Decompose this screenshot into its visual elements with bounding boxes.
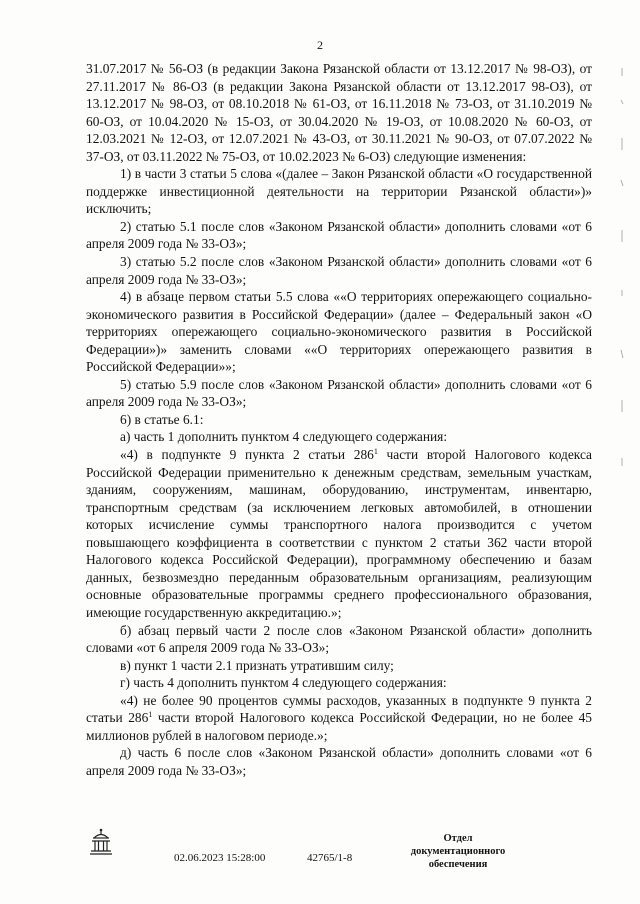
- footer-document-number: 42765/1-8: [307, 852, 353, 864]
- paragraph-item-6g: г) часть 4 дополнить пунктом 4 следующего содержания:: [120, 675, 447, 691]
- quote-text-end: части второй Налогового кодекса Российской Федерации, но не более 45 миллионов рублей в налоговом периоде.»;: [86, 710, 592, 743]
- quote-text-start: «4) не более 90 процентов суммы расходов, указанных в подпункте 9 пункта 2 статьи 286: [86, 692, 592, 726]
- building-emblem-icon: [88, 828, 114, 858]
- superscript: 1: [148, 710, 153, 720]
- paragraph-item-2: 2) статью 5.1 после слов «Законом Рязанской области» дополнить словами «от 6 апреля 2009 года № 33-ОЗ»;: [86, 218, 592, 252]
- paragraph-amendment-list: 31.07.2017 № 56-ОЗ (в редакции Закона Рязанской области от 13.12.2017 № 98-ОЗ), от 27.11.2017 № 86-ОЗ (в редакции Закона Рязанской области от 13.12.2017 98-ОЗ), от 13.12.2017 № 98-ОЗ, от 08.10.2018 № 61-ОЗ, от 16.11.2018 № 73-ОЗ, от 31.10.2019 № 60-ОЗ, от 10.04.2020 № 15-ОЗ, от 30.04.2020 № 19-ОЗ, от 10.08.2020 № 60-ОЗ, от 12.03.2021 № 12-ОЗ, от 12.07.2021 № 43-ОЗ, от 30.11.2021 № 90-ОЗ, от 07.07.2022 № 37-ОЗ, от 03.11.2022 № 75-ОЗ, от 10.02.2023 № 6-ОЗ) следующие изменения:: [86, 61, 592, 164]
- paragraph-item-6d: д) часть 6 после слов «Законом Рязанской области» дополнить словами «от 6 апреля 2009 года № 33-ОЗ»;: [86, 745, 592, 778]
- paragraph-item-5: 5) статью 5.9 после слов «Законом Рязанской области» дополнить словами «от 6 апреля 2009 года № 33-ОЗ»;: [86, 376, 592, 410]
- paragraph-item-4: 4) в абзаце первом статьи 5.5 слова ««О территориях опережающего социально-экономического развития в Российской Федерации» (далее – Федеральный закон «О территориях опережающего социально-экономического развития в Российской Федерации»)» заменить словами ««О территориях опережающего развития в Российской Федерации»»;: [86, 289, 592, 375]
- page-number: 2: [317, 38, 323, 52]
- scan-edge-marks: [618, 60, 626, 480]
- quote-text-end: части второй Налогового кодекса Российской Федерации применительно к денежным средствам, земельным участкам, зданиям, сооружениям, машинам, оборудованию, инструментам, инвентарю, транспортным средствам (за исключением легковых автомобилей, в отношении которых исчисление суммы транспортного налога производится с учетом повышающего коэффициента в соответствии с пунктом 2 статьи 362 части второй Налогового кодекса Российской Федерации), программному обеспечению и базам данных, безвозмездно переданным образовательным организациям, реализующим основные образовательные программы среднего профессионального образования, имеющие государственную аккредитацию.»;: [86, 447, 592, 620]
- paragraph-item-3: 3) статью 5.2 после слов «Законом Рязанской области» дополнить словами «от 6 апреля 2009 года № 33-ОЗ»;: [86, 254, 592, 287]
- superscript: 1: [373, 447, 378, 457]
- paragraph-item-6a: а) часть 1 дополнить пунктом 4 следующего содержания:: [120, 429, 448, 445]
- department-line-1: Отдел документационного: [410, 833, 506, 857]
- paragraph-item-6v: в) пункт 1 части 2.1 признать утратившим силу;: [120, 657, 394, 673]
- paragraph-item-6: 6) в статье 6.1:: [120, 411, 204, 427]
- document-body: [86, 60, 592, 779]
- quote-point-4-limit: [86, 692, 592, 745]
- footer-timestamp: 02.06.2023 15:28:00: [174, 852, 266, 864]
- department-line-2: обеспечения: [428, 859, 488, 870]
- paragraph-item-6b: б) абзац первый части 2 после слов «Законом Рязанской области» дополнить словами «от 6 апреля 2009 года № 33-ОЗ»;: [86, 622, 592, 656]
- quote-text-start: «4) в подпункте 9 пункта 2 статьи 286: [120, 447, 374, 463]
- quote-point-4-tax: [86, 446, 592, 621]
- paragraph-item-1: 1) в части 3 статьи 5 слова «(далее – Закон Рязанской области «О государственной поддержке инвестиционной деятельности на территории Рязанской области»)» исключить;: [86, 166, 592, 217]
- footer-department-stamp: [403, 832, 513, 871]
